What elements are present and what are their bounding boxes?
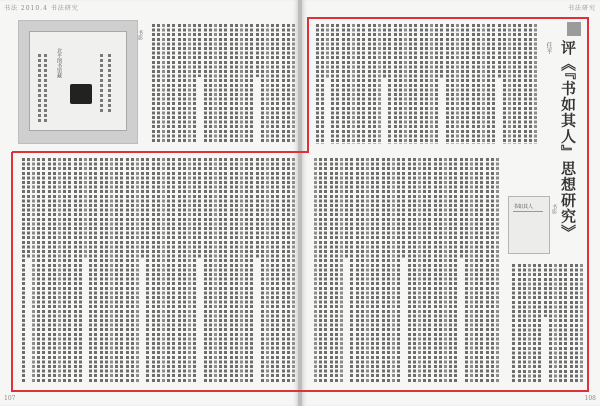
article-title: 评《『书如其人』思想研究》 (559, 40, 577, 241)
page-number-left: 107 (4, 395, 16, 402)
plate-caption: 书影 (137, 30, 143, 40)
book-cover-title: 书如其人 (513, 204, 534, 210)
running-head-right: 书法研究 (567, 5, 596, 12)
running-head-left: 书法 2010.4 书法研究 (4, 5, 79, 12)
plate-title: 北平图书馆藏 (56, 48, 62, 78)
highlight-path (12, 18, 588, 391)
page-number-right: 108 (584, 395, 596, 402)
article-author: 任平 (545, 42, 552, 54)
book-caption: 书影 (551, 204, 557, 214)
